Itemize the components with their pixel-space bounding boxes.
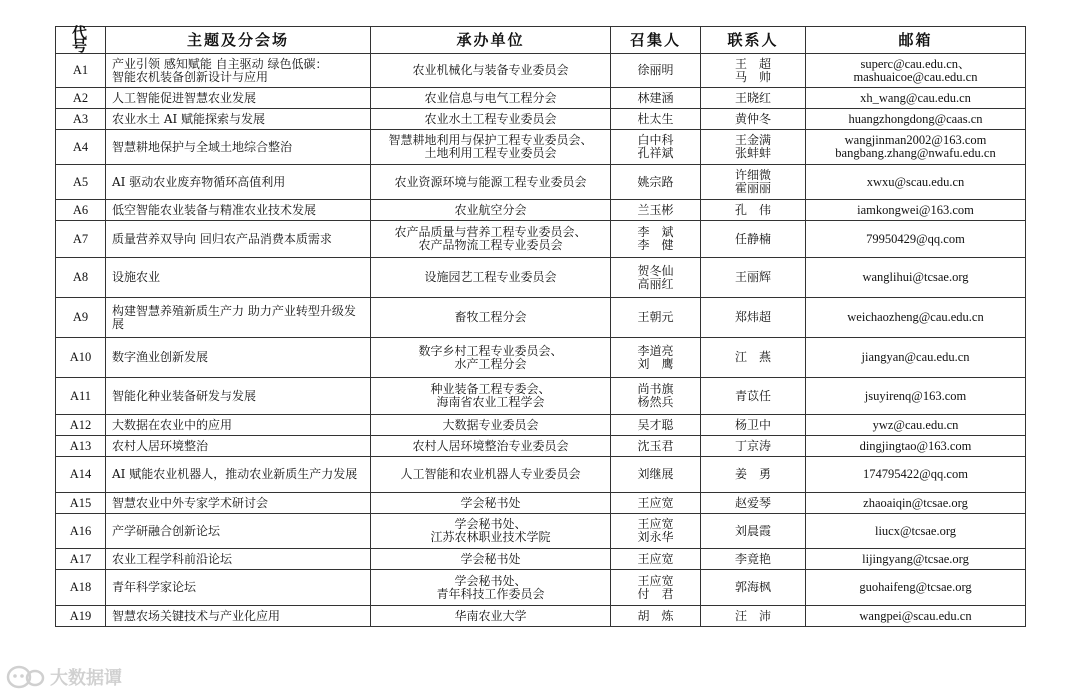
cell-organizer-line: 华南农业大学: [454, 608, 527, 623]
cell-contact: [701, 606, 806, 627]
header-email: 邮箱: [806, 27, 1026, 54]
cell-organizer-line: 学会秘书处、: [454, 517, 527, 531]
cell-contact-line: 王晓红: [734, 90, 771, 105]
cell-topic: [106, 221, 371, 258]
cell-email: [806, 338, 1026, 378]
cell-organizer: [371, 200, 611, 221]
cell-contact: [701, 436, 806, 457]
cell-organizer: [371, 549, 611, 570]
cell-convener: [611, 258, 701, 298]
cell-organizer-line: 学会秘书处: [460, 551, 521, 566]
cell-topic-line: 智能化种业装备研发与发展: [112, 388, 257, 403]
cell-topic: [106, 570, 371, 606]
cell-code: A2: [56, 88, 106, 109]
cell-organizer-line: 农产品质量与营养工程专业委员会、: [394, 225, 587, 239]
cell-organizer-line: 畜牧工程分会: [454, 310, 527, 324]
cell-code: A13: [56, 436, 106, 457]
cell-topic: [106, 130, 371, 165]
cell-email-line[interactable]: jiangyan@cau.edu.cn: [861, 350, 970, 364]
table-row: [56, 436, 1026, 457]
cell-email-line[interactable]: wanglihui@tcsae.org: [862, 270, 969, 284]
cell-email-line[interactable]: huangzhongdong@caas.cn: [848, 111, 983, 126]
cell-convener: [611, 457, 701, 493]
table-header-row: [56, 27, 1026, 54]
cell-email-line[interactable]: dingjingtao@163.com: [859, 438, 972, 453]
cell-topic: [106, 415, 371, 436]
cell-contact: [701, 514, 806, 549]
cell-contact-line: 赵爱琴: [734, 495, 771, 510]
cell-contact: [701, 221, 806, 258]
table-row: [56, 378, 1026, 415]
cell-organizer: [371, 109, 611, 130]
cell-code: A8: [56, 258, 106, 298]
table-row: [56, 130, 1026, 165]
header-contact: 联系人: [701, 27, 806, 54]
cell-convener-line: 胡 炼: [637, 608, 674, 623]
cell-email-line[interactable]: xwxu@scau.edu.cn: [866, 174, 965, 189]
cell-convener-line: 李道亮: [637, 343, 674, 358]
cell-organizer-line: 农业资源环境与能源工程专业委员会: [394, 174, 587, 189]
cell-email: [806, 298, 1026, 338]
table-row: [56, 338, 1026, 378]
cell-convener-line: 尚书旗: [637, 382, 674, 396]
cell-topic: [106, 378, 371, 415]
cell-contact-line: 孔 伟: [734, 202, 771, 217]
cell-convener-line: 刘继展: [637, 467, 674, 481]
cell-contact: [701, 298, 806, 338]
cell-topic-line: 产学研融合创新论坛: [112, 523, 221, 538]
cell-topic-line: 构建智慧养殖新质生产力 助力产业转型升级发展: [112, 303, 356, 331]
cell-convener: [611, 200, 701, 221]
cell-code: A9: [56, 298, 106, 338]
cell-convener-line: 高丽红: [637, 276, 674, 291]
cell-email: [806, 493, 1026, 514]
cell-email-line[interactable]: wangpei@scau.edu.cn: [859, 608, 972, 623]
cell-contact-line: 张蚌蚌: [734, 146, 771, 160]
cell-organizer: [371, 436, 611, 457]
cell-organizer: [371, 338, 611, 378]
cell-topic: [106, 606, 371, 627]
table-row: [56, 200, 1026, 221]
cell-contact: [701, 570, 806, 606]
cell-convener: [611, 54, 701, 88]
cell-convener-line: 付 君: [637, 586, 674, 601]
cell-email-line[interactable]: superc@cau.edu.cn、: [860, 56, 971, 71]
cell-code: A5: [56, 165, 106, 200]
sessions-table: [55, 26, 1026, 627]
cell-organizer-line: 农业水土工程专业委员会: [424, 111, 557, 126]
table-row: [56, 457, 1026, 493]
cell-topic: [106, 493, 371, 514]
cell-code: A6: [56, 200, 106, 221]
cell-convener-line: 王应宽: [637, 573, 674, 588]
cell-contact: [701, 109, 806, 130]
cell-convener: [611, 570, 701, 606]
cell-convener-line: 刘永华: [637, 530, 674, 544]
cell-convener: [611, 549, 701, 570]
cell-convener-line: 吴才聪: [637, 417, 674, 432]
cell-organizer: [371, 165, 611, 200]
cell-code: A7: [56, 221, 106, 258]
table-row: [56, 298, 1026, 338]
cell-organizer-line: 农村人居环境整治专业委员会: [412, 438, 569, 453]
cell-code: A3: [56, 109, 106, 130]
cell-topic-line: 农业水土 AI 赋能探索与发展: [112, 111, 266, 126]
cell-organizer-line: 种业装备工程专委会、: [430, 382, 551, 396]
cell-code: A14: [56, 457, 106, 493]
watermark-logo-icon: [6, 664, 46, 690]
table-row: [56, 54, 1026, 88]
table-row: [56, 493, 1026, 514]
cell-code: A17: [56, 549, 106, 570]
table-row: [56, 109, 1026, 130]
cell-convener-line: 王应宽: [637, 517, 674, 531]
cell-code: A15: [56, 493, 106, 514]
cell-contact-line: 许细微: [734, 168, 771, 182]
cell-contact: [701, 258, 806, 298]
cell-convener: [611, 298, 701, 338]
cell-convener-line: 王应宽: [637, 495, 674, 510]
cell-email-line[interactable]: bangbang.zhang@nwafu.edu.cn: [835, 146, 996, 160]
cell-email-line[interactable]: wangjinman2002@163.com: [844, 133, 987, 147]
cell-convener: [611, 514, 701, 549]
cell-convener-line: 杨然兵: [637, 395, 674, 409]
cell-contact-line: 杨卫中: [734, 417, 771, 432]
cell-email: [806, 378, 1026, 415]
cell-convener-line: 徐丽明: [637, 63, 674, 77]
cell-organizer: [371, 130, 611, 165]
table-row: [56, 415, 1026, 436]
cell-topic-line: 产业引领 感知赋能 自主驱动 绿色低碳：: [112, 56, 328, 71]
cell-topic-line: 智慧耕地保护与全域土地综合整治: [112, 139, 293, 154]
header-organizer: 承办单位: [371, 27, 611, 54]
cell-convener: [611, 415, 701, 436]
cell-email: [806, 258, 1026, 298]
cell-organizer-line: 江苏农林职业技术学院: [430, 530, 551, 544]
cell-email: [806, 570, 1026, 606]
cell-convener-line: 林建涵: [637, 90, 674, 105]
cell-organizer-line: 大数据专业委员会: [442, 417, 539, 432]
cell-email-line[interactable]: weichaozheng@cau.edu.cn: [847, 310, 984, 324]
cell-convener-line: 杜太生: [637, 111, 674, 126]
cell-email: [806, 436, 1026, 457]
cell-topic-line: 大数据在农业中的应用: [112, 417, 233, 432]
cell-contact-line: 丁京涛: [734, 438, 771, 453]
cell-convener: [611, 493, 701, 514]
cell-convener-line: 姚宗路: [637, 174, 674, 189]
cell-topic: [106, 338, 371, 378]
cell-contact-line: 马 帅: [734, 69, 771, 84]
cell-code: A18: [56, 570, 106, 606]
cell-convener: [611, 221, 701, 258]
cell-topic-line: 农业工程学科前沿论坛: [112, 551, 233, 566]
cell-organizer: [371, 570, 611, 606]
watermark: [6, 662, 122, 692]
cell-organizer-line: 农业信息与电气工程分会: [424, 90, 557, 105]
cell-convener-line: 贺冬仙: [637, 263, 674, 278]
cell-email-line[interactable]: zhaoaiqin@tcsae.org: [863, 495, 968, 510]
cell-contact-line: 姜 勇: [734, 467, 771, 481]
cell-convener: [611, 109, 701, 130]
cell-contact: [701, 200, 806, 221]
cell-email-line[interactable]: guohaifeng@tcsae.org: [859, 580, 972, 594]
cell-organizer: [371, 415, 611, 436]
cell-email: [806, 549, 1026, 570]
cell-convener-line: 李 健: [637, 238, 674, 252]
cell-convener-line: 王朝元: [637, 310, 674, 324]
cell-code: A1: [56, 54, 106, 88]
cell-organizer: [371, 298, 611, 338]
cell-convener-line: 兰玉彬: [637, 202, 674, 217]
cell-convener: [611, 130, 701, 165]
cell-contact: [701, 130, 806, 165]
table-body: [56, 54, 1026, 627]
cell-contact: [701, 378, 806, 415]
cell-contact: [701, 549, 806, 570]
cell-topic: [106, 549, 371, 570]
cell-email: [806, 457, 1026, 493]
header-code: 代 号: [56, 27, 106, 54]
cell-organizer-line: 学会秘书处、: [454, 573, 527, 588]
watermark-text: 大数据谭: [50, 668, 122, 689]
cell-organizer-line: 青年科技工作委员会: [436, 586, 545, 601]
cell-organizer: [371, 514, 611, 549]
table-row: [56, 221, 1026, 258]
table-row: [56, 606, 1026, 627]
cell-email: [806, 109, 1026, 130]
cell-convener: [611, 338, 701, 378]
cell-organizer: [371, 221, 611, 258]
cell-convener: [611, 378, 701, 415]
cell-contact-line: 王 超: [734, 56, 771, 71]
cell-topic: [106, 258, 371, 298]
cell-convener-line: 李 斌: [637, 225, 674, 239]
cell-convener-line: 刘 鹰: [637, 356, 674, 371]
cell-topic-line: AI 赋能农业机器人，推动农业新质生产力发展: [112, 467, 358, 481]
cell-organizer: [371, 606, 611, 627]
cell-topic: [106, 200, 371, 221]
cell-email: [806, 200, 1026, 221]
cell-contact: [701, 165, 806, 200]
cell-organizer: [371, 493, 611, 514]
cell-convener: [611, 436, 701, 457]
cell-contact-line: 李竟艳: [734, 551, 771, 566]
cell-contact-line: 汪 沛: [734, 608, 771, 623]
cell-email-line[interactable]: liucx@tcsae.org: [874, 523, 957, 538]
cell-convener: [611, 165, 701, 200]
cell-topic: [106, 457, 371, 493]
cell-contact: [701, 54, 806, 88]
cell-contact-line: 黄仲冬: [734, 111, 771, 126]
cell-email: [806, 54, 1026, 88]
cell-topic: [106, 88, 371, 109]
cell-email-line[interactable]: iamkongwei@163.com: [857, 202, 974, 217]
cell-topic-line: 低空智能农业装备与精准农业技术发展: [112, 202, 317, 217]
cell-organizer-line: 智慧耕地利用与保护工程专业委员会、: [388, 133, 593, 147]
cell-email: [806, 221, 1026, 258]
cell-code: A16: [56, 514, 106, 549]
cell-contact-line: 刘晨霞: [734, 523, 771, 538]
cell-email: [806, 165, 1026, 200]
cell-email-line[interactable]: xh_wang@cau.edu.cn: [860, 90, 971, 105]
cell-organizer-line: 人工智能和农业机器人专业委员会: [400, 467, 581, 481]
cell-topic-line: 智能农机装备创新设计与应用: [112, 69, 269, 84]
cell-topic: [106, 436, 371, 457]
cell-topic: [106, 54, 371, 88]
cell-email: [806, 514, 1026, 549]
cell-code: A11: [56, 378, 106, 415]
cell-email-line[interactable]: 79950429@qq.com: [866, 231, 965, 246]
cell-organizer: [371, 378, 611, 415]
table-row: [56, 88, 1026, 109]
cell-email: [806, 606, 1026, 627]
cell-topic: [106, 514, 371, 549]
cell-email-line[interactable]: lijingyang@tcsae.org: [862, 551, 969, 566]
cell-code: A10: [56, 338, 106, 378]
cell-contact-line: 王丽辉: [734, 270, 771, 284]
cell-code: A12: [56, 415, 106, 436]
table-row: [56, 514, 1026, 549]
cell-code: A19: [56, 606, 106, 627]
cell-contact: [701, 338, 806, 378]
cell-convener: [611, 606, 701, 627]
cell-organizer-line: 土地利用工程专业委员会: [424, 146, 557, 160]
table-row: [56, 549, 1026, 570]
cell-organizer-line: 农业航空分会: [454, 202, 527, 217]
cell-convener: [611, 88, 701, 109]
cell-email-line[interactable]: jsuyirenq@163.com: [864, 388, 967, 403]
cell-topic-line: 数字渔业创新发展: [112, 350, 209, 364]
cell-topic: [106, 165, 371, 200]
cell-organizer-line: 学会秘书处: [460, 495, 521, 510]
cell-topic: [106, 298, 371, 338]
cell-convener-line: 白中科: [637, 133, 674, 147]
cell-contact: [701, 457, 806, 493]
cell-contact-line: 青苡任: [734, 388, 771, 403]
cell-email: [806, 130, 1026, 165]
cell-topic-line: 农村人居环境整治: [112, 438, 209, 453]
cell-organizer-line: 农业机械化与装备专业委员会: [412, 63, 569, 77]
cell-contact-line: 王金满: [734, 133, 771, 147]
cell-topic-line: 设施农业: [112, 270, 161, 284]
cell-organizer-line: 数字乡村工程专业委员会、: [418, 343, 563, 358]
cell-topic-line: 青年科学家论坛: [112, 580, 197, 594]
table-row: [56, 165, 1026, 200]
cell-organizer: [371, 54, 611, 88]
table-row: [56, 570, 1026, 606]
cell-email-line[interactable]: ywz@cau.edu.cn: [872, 417, 959, 432]
cell-convener-line: 孔祥斌: [637, 146, 674, 160]
cell-code: A4: [56, 130, 106, 165]
cell-organizer: [371, 457, 611, 493]
cell-contact-line: 任静楠: [734, 231, 771, 246]
cell-convener-line: 王应宽: [637, 551, 674, 566]
header-topic: 主题及分会场: [106, 27, 371, 54]
cell-topic-line: 智慧农业中外专家学术研讨会: [112, 495, 269, 510]
cell-topic-line: AI 驱动农业废弃物循环高值利用: [112, 174, 286, 189]
cell-contact-line: 郑炜超: [734, 310, 771, 324]
cell-contact-line: 江 燕: [734, 350, 771, 364]
cell-email-line[interactable]: 174795422@qq.com: [863, 467, 968, 481]
cell-contact-line: 霍丽丽: [734, 181, 771, 195]
cell-topic-line: 智慧农场关键技术与产业化应用: [112, 608, 281, 623]
cell-organizer-line: 海南省农业工程学会: [436, 395, 545, 409]
cell-topic-line: 质量营养双导向 回归农产品消费本质需求: [112, 231, 332, 246]
cell-contact-line: 郭海枫: [734, 580, 771, 594]
cell-organizer-line: 农产品物流工程专业委员会: [418, 238, 563, 252]
table-row: [56, 258, 1026, 298]
cell-email: [806, 415, 1026, 436]
cell-organizer: [371, 258, 611, 298]
cell-organizer: [371, 88, 611, 109]
cell-contact: [701, 415, 806, 436]
cell-contact: [701, 88, 806, 109]
cell-email: [806, 88, 1026, 109]
header-convener: 召集人: [611, 27, 701, 54]
cell-organizer-line: 水产工程分会: [454, 356, 527, 371]
cell-email-line[interactable]: mashuaicoe@cau.edu.cn: [853, 69, 978, 84]
cell-convener-line: 沈玉君: [637, 438, 674, 453]
cell-contact: [701, 493, 806, 514]
cell-topic: [106, 109, 371, 130]
cell-topic-line: 人工智能促进智慧农业发展: [112, 90, 257, 105]
cell-organizer-line: 设施园艺工程专业委员会: [424, 270, 557, 284]
